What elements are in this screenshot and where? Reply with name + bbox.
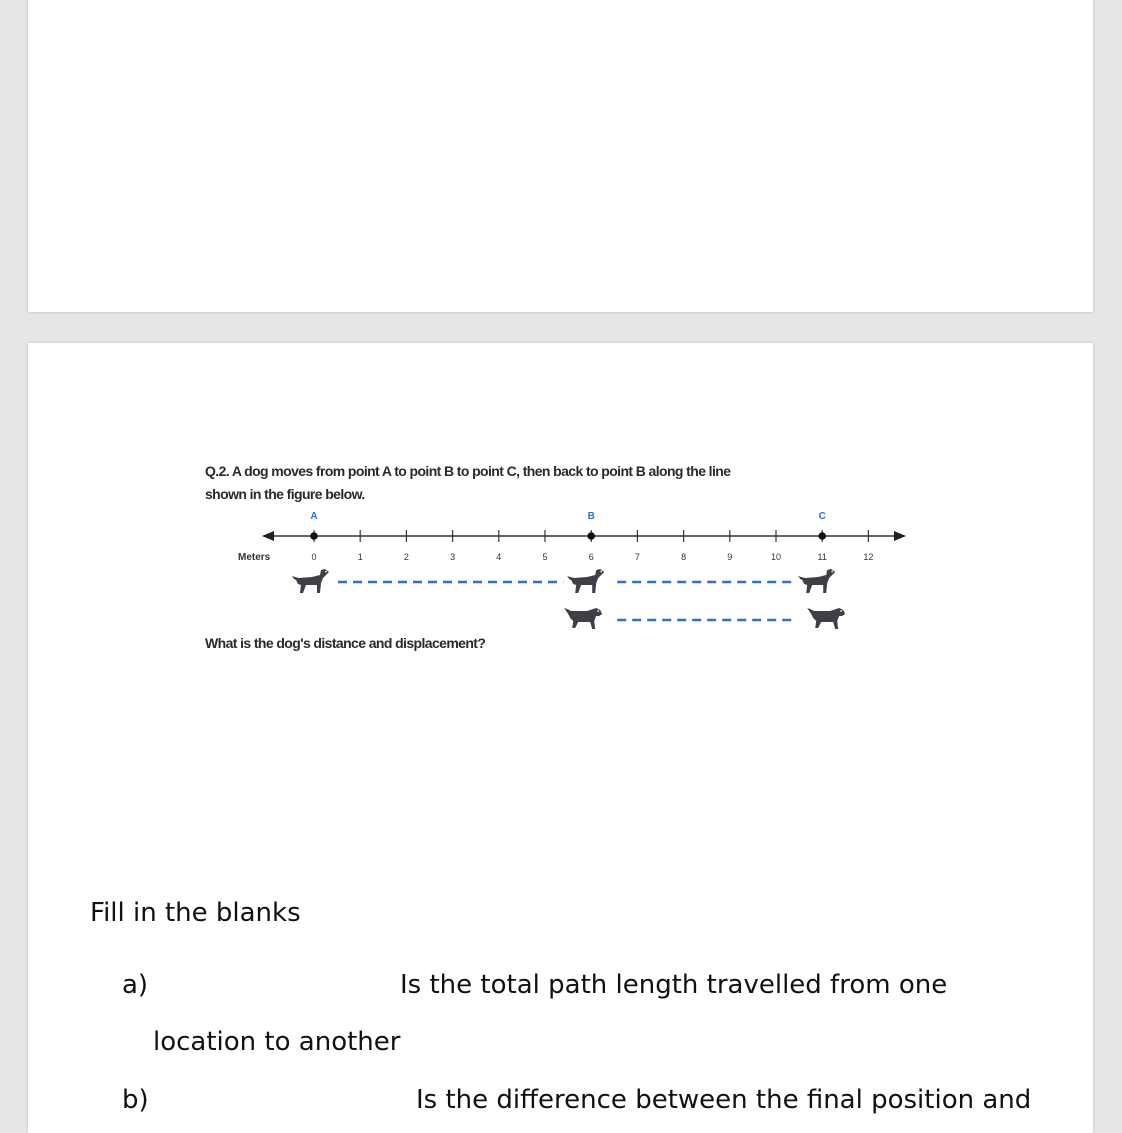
question-text-part: along the line — [645, 463, 731, 479]
question-text-part: to point — [390, 463, 444, 479]
axis-arrow-left — [262, 531, 274, 541]
number-line — [238, 511, 906, 629]
dog-icon-at-c — [798, 569, 835, 593]
tick-label: 12 — [863, 552, 874, 562]
point-marker-a — [310, 532, 318, 540]
question-prompt: What is the dog's distance and displacement? — [205, 635, 486, 651]
tick-label: 5 — [542, 552, 548, 562]
tick-label: 7 — [634, 552, 640, 562]
question-point-label: A — [381, 463, 391, 479]
item-a-text: Is the total path length travelled from one — [400, 970, 948, 1000]
fill-in-heading: Fill in the blanks — [90, 898, 301, 928]
tick-label: 9 — [727, 552, 733, 562]
point-marker-b — [587, 532, 595, 540]
point-label-c: C — [818, 511, 826, 522]
dog-icon-return-b — [564, 608, 602, 629]
item-b-text: Is the difference between the final position and — [416, 1085, 1032, 1115]
question-number: Q.2. — [205, 463, 230, 479]
point-label-a: A — [310, 511, 318, 522]
tick-label: 6 — [588, 552, 594, 562]
question-text-part: , then back to point — [516, 463, 636, 479]
tick-label: 2 — [403, 552, 409, 562]
tick-label: 0 — [311, 552, 317, 562]
question-point-label: B — [444, 463, 454, 479]
tick-label: 1 — [357, 552, 363, 562]
tick-label: 8 — [681, 552, 687, 562]
dog-icon-at-a — [292, 569, 329, 593]
axis-arrow-right — [894, 531, 906, 541]
tick-label: 3 — [450, 552, 456, 562]
question-text-part: A dog moves from point — [231, 463, 382, 479]
question-point-label: C — [506, 463, 517, 479]
dog-icon-at-b — [567, 569, 604, 593]
item-b-marker: b) — [122, 1085, 149, 1115]
item-a-marker: a) — [122, 970, 149, 1000]
point-label-b: B — [587, 511, 595, 522]
tick-label: 10 — [770, 552, 782, 562]
tick-label: 11 — [817, 552, 827, 562]
tick-label: 4 — [496, 552, 502, 562]
question-line-2: shown in the figure below. — [205, 486, 365, 502]
question-text-part: to point — [453, 463, 507, 479]
point-marker-c — [818, 532, 826, 540]
dog-icon-return-c — [807, 608, 845, 629]
question-point-label: B — [635, 463, 646, 479]
item-a-continuation: location to another — [153, 1027, 401, 1057]
axis-unit-label: Meters — [238, 552, 271, 563]
